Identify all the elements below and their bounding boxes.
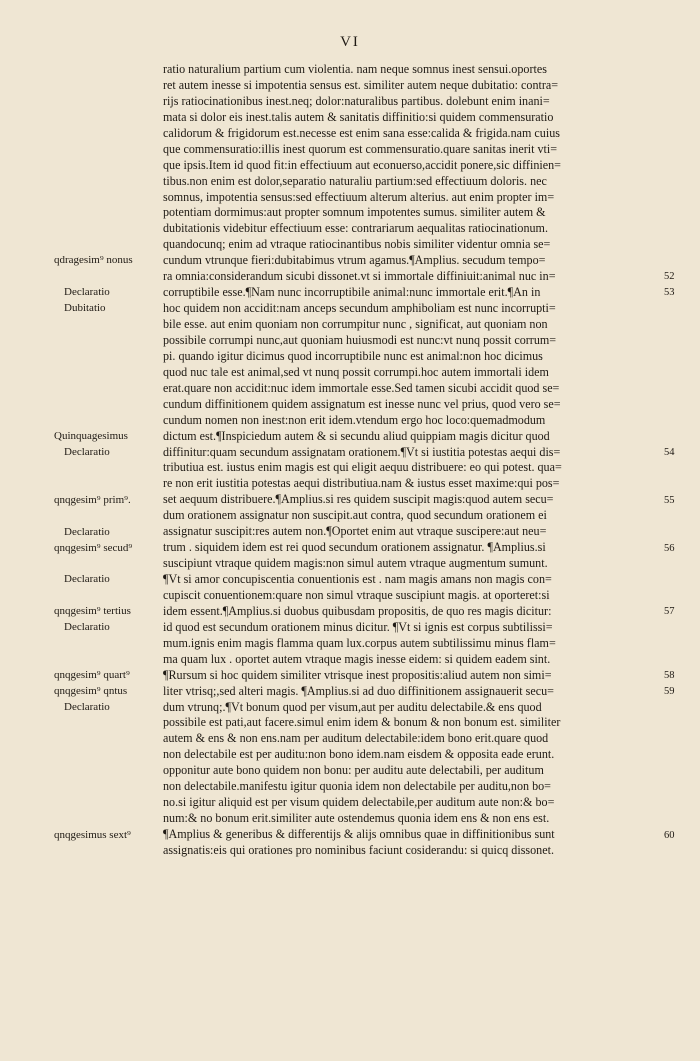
text-line: ¶Vt si amor concupiscentia conuentionis est . nam magis amans non magis con= xyxy=(163,572,552,586)
text-line: erat.quare non accidit:nuc idem immortale esse.Sed tamen sicubi accidit quod se= xyxy=(163,380,560,395)
margin-note: Declaratio xyxy=(64,573,110,586)
text-line: num:& no bonum erit.similiter aute ostendemus quonia idem ens & non ens est. xyxy=(163,811,550,826)
text-line: assignatis:eis qui orationes pro nominibus faciunt cosiderandu: si quicq dissonet. xyxy=(163,842,554,857)
margin-note: qnqgesimus sext⁹ xyxy=(54,828,131,841)
text-line: re non erit iustitia potestas aequi distributiua.nam & iustus esset maxime:qui pos= xyxy=(163,476,560,491)
margin-note: Dubitatio xyxy=(64,302,106,315)
text-line: dum orationem assignatur non suscipit.aut contra, quod secundum orationem ei xyxy=(163,508,547,523)
text-line: ratio naturalium partium cum violentia. nam neque somnus inest sensui.oportes xyxy=(163,62,547,76)
margin-note: qnqgesim⁹ qntus xyxy=(54,685,128,698)
text-line: ¶Amplius & generibus & differentijs & alijs omnibus quae in diffinitionibus sunt xyxy=(163,827,555,841)
section-number: 59 xyxy=(664,686,675,698)
text-line: ra omnia:considerandum sicubi dissonet.vt si immortale diffiniuit:animal nuc in= xyxy=(163,269,556,284)
text-line: que ipsis.Item id quod fit:in effectiuum aut econuerso,accidit ponere,sic diffinien= xyxy=(163,157,561,172)
section-number: 57 xyxy=(664,606,675,618)
text-line: bile esse. aut enim quoniam non corrumpitur nunc , significat, aut quoniam non xyxy=(163,317,548,331)
margin-note: Declaratio xyxy=(64,445,110,458)
margin-note: qnqgesim⁹ secud⁹ xyxy=(54,541,133,554)
text-line: que commensuratio:illis inest quorum est commensuratio.quare sanitas inerit vti= xyxy=(163,141,558,156)
text-line: pi. quando igitur dicimus quod incorruptibile nunc est animal:non hoc dicimus xyxy=(163,348,543,363)
text-line: dum vtrunq;.¶Vt bonum quod per visum,aut per auditu delectabile.& ens quod xyxy=(163,699,542,714)
text-line: cundum nomen non inest:non erit idem.vtendum ergo hoc loco:quemadmodum xyxy=(163,412,546,427)
text-line: cundum diffinitionem quidem assignatum est inesse nunc vel prius, quod vero se= xyxy=(163,396,561,411)
section-number: 53 xyxy=(664,287,675,299)
text-line: dubitationis videbitur effectiuum esse: contrariarum aequalitas ratiocinationum. xyxy=(163,221,548,236)
text-line: dictum est.¶Inspiciedum autem & si secundu aliud quippiam magis dicitur quod xyxy=(163,428,550,443)
text-line: possibile corrumpi nunc,aut quoniam huiusmodi est nunc:vt nunq possit corrum= xyxy=(163,332,557,347)
margin-note: Declaratio xyxy=(64,621,110,634)
text-line: mata si dolor eis inest.talis autem & sanitatis diffinitio:si quidem commensuratio xyxy=(163,109,554,124)
margin-note: qdragesim⁹ nonus xyxy=(54,254,133,267)
text-line: ret autem inesse si impotentia sensus est. similiter autem neque dubitatio: contra= xyxy=(163,77,559,92)
text-line: assignatur suscipit:res autem non.¶Oportet enim aut vtraque suscipere:aut neu= xyxy=(163,524,547,539)
margin-note: qnqgesim⁹ tertius xyxy=(54,605,131,618)
text-line: diffinitur:quam secundum assignatam orationem.¶Vt si iustitia potestas aequi dis= xyxy=(163,444,561,459)
text-line: liter vtrisq;,sed alteri magis. ¶Amplius.si ad duo diffinitionem assignauerit secu= xyxy=(163,683,554,698)
text-line: opponitur aute bono quidem non bonu: per auditu aute delectabili, per auditum xyxy=(163,763,544,778)
text-line: suscipiunt vtraque quidem magis:non simul autem vtraque augmentum sumunt. xyxy=(163,556,548,571)
margin-note: Quinquagesimus xyxy=(54,429,128,442)
text-line: somnus, impotentia sensus:sed effectiuum alterum alterius. aut enim propter im= xyxy=(163,189,555,204)
margin-note: Declaratio xyxy=(64,701,110,713)
margin-note: qnqgesim⁹ prim⁹. xyxy=(54,493,131,506)
text-line: mum.ignis enim magis flamma quam lux.corpus autem subtilissimu minus flam= xyxy=(163,635,556,650)
section-number: 55 xyxy=(664,494,675,506)
text-line: possibile est pati,aut facere.simul enim idem & bonum & non bonum est. similiter xyxy=(163,715,561,730)
section-number: 52 xyxy=(664,271,675,283)
text-line: corruptibile esse.¶Nam nunc incorruptibile animal:nunc immortale erit.¶An in xyxy=(163,285,541,300)
text-line: non delectabile.manifestu igitur quonia idem non delectabile per auditu,non bo= xyxy=(163,779,551,794)
margin-note: qnqgesim⁹ quart⁹ xyxy=(54,669,130,682)
text-line: tributiua est. iustus enim magis est qui eligit aequu distribuere: eo qui potest. qua= xyxy=(163,460,562,475)
text-line: calidorum & frigidorum est.necesse est enim sana esse:calida & frigida.nam cuius xyxy=(163,125,560,140)
text-line: non delectabile est per auditu:non bono idem.nam eisdem & opposita eade erunt. xyxy=(163,747,555,762)
text-line: tibus.non enim est dolor,separatio naturaliu partium:sed effectiuum doloris. nec xyxy=(163,173,547,188)
text-line: quandocunq; enim ad vtraque ratiocinantibus nobis similiter videntur omnia se= xyxy=(163,237,551,252)
text-line: rijs ratiocinationibus inest.neq; dolor:naturalibus partibus. dolebunt enim inani= xyxy=(163,93,550,108)
running-head: VI xyxy=(340,34,360,50)
text-line: cundum vtrunque fieri:dubitabimus vtrum agamus.¶Amplius. secudum tempo= xyxy=(163,253,546,268)
section-number: 60 xyxy=(664,829,675,841)
text-line: hoc quidem non accidit:nam anceps secundum amphiboliam est nunc incorrupti= xyxy=(163,301,556,316)
text-line: ma quam lux . oportet autem vtraque magis inesse eidem: si quidem eadem sint. xyxy=(163,651,551,666)
main-text-column xyxy=(163,62,661,859)
section-number: 54 xyxy=(664,446,675,458)
text-line: no.si igitur aliquid est per visum quidem delectabile,per auditum aute non:& bo= xyxy=(163,795,555,810)
text-line: ¶Rursum si hoc quidem similiter vtrisque inest propositis:aliud autem non simi= xyxy=(163,667,552,682)
text-line: potentiam dormimus:aut propter somnum impotentes sumus. similiter autem & xyxy=(163,205,546,220)
text-line: autem & ens & non ens.nam per auditum delectabile:idem bono erit.quare quod xyxy=(163,731,549,746)
text-line: set aequum distribuere.¶Amplius.si res quidem suscipit magis:quod autem secu= xyxy=(163,492,554,507)
text-line: trum . siquidem idem est rei quod secundum orationem assignatur. ¶Amplius.si xyxy=(163,540,546,555)
text-line: idem essent.¶Amplius.si duobus quibusdam propositis, de quo res magis dicitur: xyxy=(163,603,552,618)
text-line: cupiscit conuentionem:quare non simul vtraque suscipiunt magis. at oporteret:si xyxy=(163,587,550,602)
text-line: id quod est secundum orationem minus dicitur. ¶Vt si ignis est corpus subtilissi= xyxy=(163,619,553,634)
margin-note: Declaratio xyxy=(64,286,110,299)
section-number: 56 xyxy=(664,542,675,554)
margin-note: Declaratio xyxy=(64,525,110,538)
text-line: quod nuc tale est animal,sed vt nunq possit corrumpi.hoc autem immortali idem xyxy=(163,364,549,379)
section-number: 58 xyxy=(664,670,675,682)
